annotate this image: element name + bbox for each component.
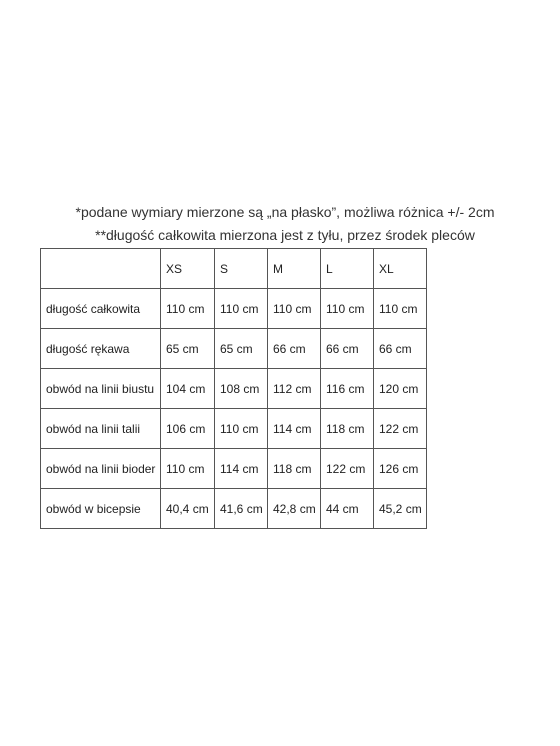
table-cell: 45,2 cm [374, 489, 427, 529]
row-label: obwód na linii biustu [41, 369, 161, 409]
table-cell: 104 cm [161, 369, 215, 409]
table-cell: 106 cm [161, 409, 215, 449]
measurement-note: *podane wymiary mierzone są „na płasko”, możliwa różnica +/- 2cm [75, 204, 495, 220]
table-cell: 110 cm [161, 289, 215, 329]
row-label: długość całkowita [41, 289, 161, 329]
row-label: obwód na linii talii [41, 409, 161, 449]
table-row [41, 489, 427, 529]
table-cell: 120 cm [374, 369, 427, 409]
table-cell: 110 cm [268, 289, 321, 329]
table-cell: 118 cm [268, 449, 321, 489]
table-cell: 108 cm [215, 369, 268, 409]
table-cell: 110 cm [215, 409, 268, 449]
table-row [41, 369, 427, 409]
table-cell: 122 cm [374, 409, 427, 449]
table-row [41, 329, 427, 369]
table-header-row [41, 249, 427, 289]
table-cell: 112 cm [268, 369, 321, 409]
header-cell-s: S [215, 249, 268, 289]
length-note: **długość całkowita mierzona jest z tyłu, przez środek pleców [95, 227, 475, 243]
table-cell: 118 cm [321, 409, 374, 449]
row-label: długość rękawa [41, 329, 161, 369]
row-label: obwód w bicepsie [41, 489, 161, 529]
table-row [41, 289, 427, 329]
table-cell: 122 cm [321, 449, 374, 489]
table-cell: 110 cm [374, 289, 427, 329]
header-cell-empty [41, 249, 161, 289]
table-cell: 66 cm [321, 329, 374, 369]
table-cell: 66 cm [268, 329, 321, 369]
table-cell: 65 cm [161, 329, 215, 369]
table-cell: 40,4 cm [161, 489, 215, 529]
table-row [41, 449, 427, 489]
row-label: obwód na linii bioder [41, 449, 161, 489]
table-cell: 126 cm [374, 449, 427, 489]
table-cell: 66 cm [374, 329, 427, 369]
table-cell: 110 cm [321, 289, 374, 329]
header-cell-l: L [321, 249, 374, 289]
size-table [40, 248, 427, 529]
header-cell-xs: XS [161, 249, 215, 289]
table-cell: 110 cm [161, 449, 215, 489]
table-cell: 65 cm [215, 329, 268, 369]
table-cell: 42,8 cm [268, 489, 321, 529]
table-cell: 41,6 cm [215, 489, 268, 529]
table-cell: 44 cm [321, 489, 374, 529]
table-cell: 114 cm [268, 409, 321, 449]
header-cell-m: M [268, 249, 321, 289]
table-row [41, 409, 427, 449]
header-cell-xl: XL [374, 249, 427, 289]
table-cell: 116 cm [321, 369, 374, 409]
table-cell: 114 cm [215, 449, 268, 489]
table-cell: 110 cm [215, 289, 268, 329]
